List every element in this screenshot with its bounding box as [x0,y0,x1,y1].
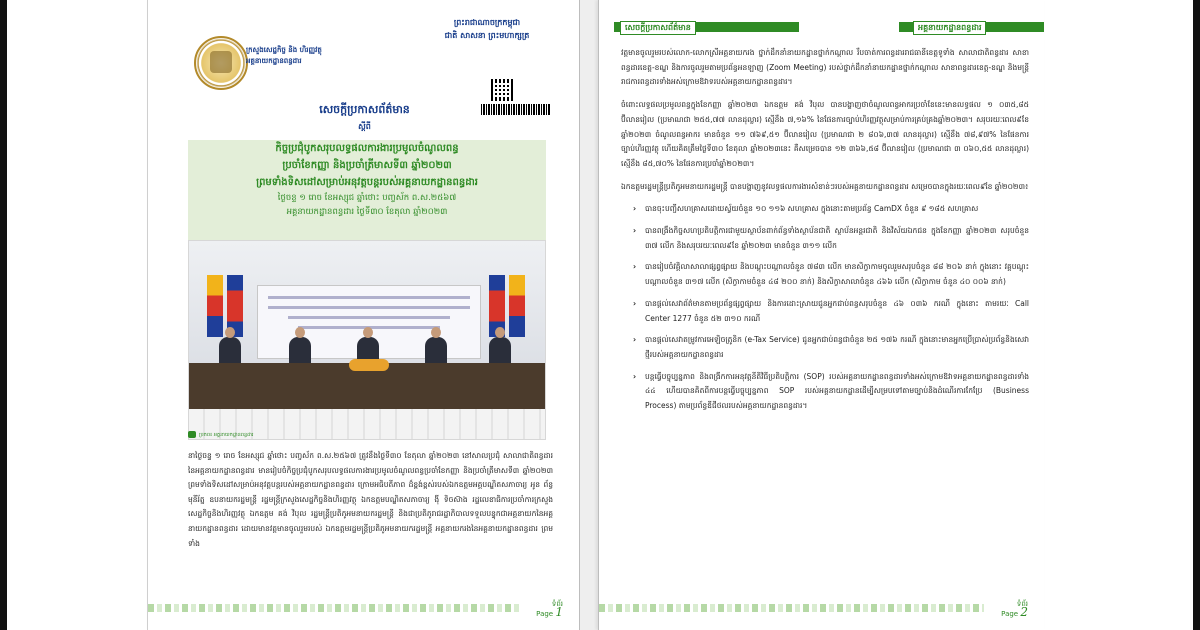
body-paragraph: នាថ្ងៃចន្ទ ១ រោច ខែអស្សុជ ឆ្នាំថោះ បញ្ចស័ក ព.ស.២៥៦៧ ត្រូវនឹងថ្ងៃទី៣០ ខែតុលា ឆ្នាំ២០២៣ នៅសាលប្រជុំ សាលាជាតិពន្ធដារ នៃអគ្គនាយកដ្ឋានពន្ធដារ មានរៀបចំកិច្ចប្រជុំបូកសរុបលទ្ធផលការងារប្រមូលចំណូលពន្ធប្រចាំខែកញ្ញា និងប្រចាំត្រីមាសទី៣ ឆ្នាំ២០២៣ ព្រមទាំងទិសដៅសម្រាប់អនុវត្តបន្តរបស់អគ្គនាយកដ្ឋានពន្ធដារ ក្រោមអធិបតីភាព ដ៏ខ្ពង់ខ្ពស់របស់ឯកឧត្តមអគ្គបណ្ឌិតសភាចារ្យ អូន ព័ន្ធមុនីរ័ត្ន ឧបនាយករដ្ឋមន្ត្រី រដ្ឋមន្ត្រីក្រសួងសេដ្ឋកិច្ចនិងហិរញ្ញវត្ថុ ឯកឧត្តមបណ្ឌិតសភាចារ្យ ង៉ី ទិចស៊ាង រដ្ឋលេខាធិការប្រចាំការក្រសួងសេដ្ឋកិច្ចនិងហិរញ្ញវត្ថុ ឯកឧត្តម គង់ វិបុល រដ្ឋមន្ត្រីប្រតិភូអមនាយករដ្ឋមន្ត្រី និងជាប្រតិភូរាជរដ្ឋាភិបាលទទួលបន្ទុកជាអគ្គនាយកនៃអគ្គនាយកដ្ឋានពន្ធដារ ដោយមានវត្តមានចូលរួមរបស់ ឯកឧត្តមរដ្ឋមន្ត្រីប្រតិភូអមនាយករដ្ឋមន្ត្រី អគ្គនាយករងនៃអគ្គនាយកដ្ឋានពន្ធដារ ព្រមទាំង [188,451,553,548]
page-number-value: 2 [1020,605,1028,619]
header-right-label: អគ្គនាយកដ្ឋានពន្ធដារ [913,21,986,35]
list-item: › បានពង្រឹងកិច្ចសហប្រតិបត្តិការជាមួយស្ថាប័នពាក់ព័ន្ធទាំងស្ថាប័នជាតិ ស្ថាប័នអន្តរជាតិ និងវិស័យឯកជន ក្នុងខែកញ្ញា ឆ្នាំ២០២៣ សរុបចំនួន ៣៧ លើក និងសរុបរយៈពេល៩ខែ ឆ្នាំ២០២៣ មានចំនួន ៣១១ លើក [621,224,1029,253]
page-number [536,600,563,618]
header-bar-right [899,22,1044,32]
ministry-name [246,45,322,67]
flag-icon [207,275,223,337]
date-line-1: ថ្ងៃចន្ទ ១ រោច ខែអស្សុជ ឆ្នាំថោះ បញ្ចស័ក ព.ស.២៥៦៧ [277,193,457,203]
photo-caption [188,430,546,440]
kingdom-line-2: ជាតិ សាសនា ព្រះមហាក្សត្រ [444,31,530,40]
press-release-title: សេចក្តីប្រកាសព័ត៌មាន [319,103,410,116]
headline-line-3: ព្រមទាំងទិសដៅសម្រាប់អនុវត្តបន្តរបស់អគ្គនាយកដ្ឋានពន្ធដារ [256,177,478,188]
left-edge [0,0,7,630]
photo-caption-text: ប្រភព៖ អគ្គនាយកដ្ឋានពន្ធដារ [199,432,254,438]
paragraph-results-intro: ឯកឧត្តមរដ្ឋមន្ត្រីប្រតិភូអមនាយករដ្ឋមន្ត្រី បានបង្ហាញនូវលទ្ធផលការងារសំខាន់ៗរបស់អគ្គនាយកដ្ឋានពន្ធដារ សម្រេចបានក្នុងរយៈពេល៩ខែ ឆ្នាំ២០២៣៖ [621,181,1029,191]
footer-pattern [148,604,519,612]
page-label-en: Page [536,610,554,618]
page-footer [599,600,1044,619]
paragraph-revenue: ចំពោះលទ្ធផលប្រមូលពន្ធក្នុងខែកញ្ញា ឆ្នាំ២០២៣ ឯកឧត្តម គង់ វិបុល បានបង្ហាញថាចំណូលពន្ធអាករប្រចាំខែនេះមានលទ្ធផល ១ ០៣៥,៨៥ ប៊ីលានរៀល (ប្រមាណជា ២៥៥,៧៧ លានដុល្លារ) ស្មើនឹង ៧,១៦% នៃផែនការច្បាប់ហិរញ្ញវត្ថុសម្រាប់ការគ្រប់គ្រងឆ្នាំ២០២៣។ សរុបរយៈពេល៩ខែ ឆ្នាំ២០២៣ ចំណូលពន្ធអាករ មានចំនួន ១១ ៧៦៩,៥១ ប៊ីលានរៀល (ប្រមាណជា ២ ៨០៦,៣៧ លានដុល្លារ) ស្មើនឹង ៧៨,៩៧% នៃផែនការច្បាប់ហិរញ្ញវត្ថុ ហើយគិតត្រឹមថ្ងៃទី៣០ ខែតុលា ឆ្នាំ២០២៣នេះ គឺសម្រេចបាន ១២ ៣៦៦,៥៨ ប៊ីលានរៀល (ប្រមាណជា ៣ ០៦០,៥៥ លានដុល្លារ) ស្មើនឹង ៨៥,៧០% នៃផែនការប្រចាំឆ្នាំ២០២៣។ [621,100,1029,168]
footer-pattern [599,604,984,612]
kingdom-line-1: ព្រះរាជាណាចក្រកម្ពុជា [453,18,521,27]
page-footer [148,600,579,619]
document-page-2 [598,0,1044,630]
page-gap [580,0,598,630]
headline-line-1: កិច្ចប្រជុំបូកសរុបលទ្ធផលការងារប្រមូលចំណូលពន្ធ [275,143,459,154]
page-label-kh: ទំព័រ [551,600,563,608]
header-bar-left [614,22,799,32]
list-item: › បានផ្តល់សេវាតម្រូវការអេឡិចត្រូនិក (e-Tax Service) ជូនអ្នកជាប់ពន្ធជាចំនួន ២៥ ១៧៦ ករណី ក្នុងនោះមានអ្នកប្រើប្រាស់ប្រព័ន្ធនិងសេវាថ្មីរបស់អគ្គនាយកដ្ឋានពន្ធដារ [621,333,1029,362]
ministry-logo-icon [194,36,248,90]
ministry-line-1: ក្រសួងសេដ្ឋកិច្ច និង ហិរញ្ញវត្ថុ [246,46,322,54]
paragraph-attendance: វត្តមានចូលរួមរបស់លោក-លោកស្រីអគ្គនាយករង ថ្នាក់ដឹកនាំនាយកដ្ឋានថ្នាក់កណ្តាល រឹបចាត់ការពន្ធដាររាជធានីខេត្តទូទាំង សាលាជាតិពន្ធដារ សាខាពន្ធដារខេត្ត-ខណ្ឌ និងការចូលរួមតាមប្រព័ន្ធអនឡាញ (Zoom Meeting) របស់ថ្នាក់ដឹកនាំនាយកដ្ឋានថ្នាក់កណ្តាល សាខាពន្ធដារខេត្ត-ខណ្ឌ និងមន្ត្រីរាជការពន្ធដារទាំងអស់ក្រោមឱវាទរបស់អគ្គនាយកដ្ឋានពន្ធដារ។ [621,48,1029,87]
meeting-photo [188,240,546,440]
headline-line-2: ប្រចាំខែកញ្ញា និងប្រចាំត្រីមាសទី៣ ឆ្នាំ២០២៣ [282,160,452,171]
kingdom-motto [432,16,542,42]
page-number [1001,600,1028,618]
qr-code-icon [491,79,513,101]
date-line-2: អគ្គនាយកដ្ឋានពន្ធដារ ថ្ងៃទី៣០ ខែតុលា ឆ្នាំ២០២៣ [286,207,448,217]
page-number-value: 1 [555,605,563,619]
right-edge [1193,0,1200,630]
document-page-1 [147,0,580,630]
flower-arrangement [349,359,389,371]
camera-icon [188,431,196,438]
page-label-kh: ទំព័រ [1016,600,1028,608]
list-item: › បន្តធ្វើបច្ចុប្បន្នភាព និងពង្រីកការអនុវត្តនីតិវិធីប្រតិបត្តិការ (SOP) របស់អគ្គនាយកដ្ឋានពន្ធដារទាំងអស់ក្រោមឱវាទអគ្គនាយកដ្ឋានពន្ធដារទាំង ៤៤ ហើយបានគិតពីការបន្តធ្វើបច្ចុប្បន្នភាព SOP របស់អគ្គនាយកដ្ឋានដើម្បីសម្របទៅតាមច្បាប់និងដំណើរការកែប្រែ (Business Process) តាមប្រព័ន្ធឌីជីថលរបស់អគ្គនាយកដ្ឋានពន្ធដារ។ [621,370,1029,414]
list-item: › បានចុះបញ្ជីសហគ្រាសដោយស្វ័យចំនួន ១០ ១១៦ សហគ្រាស ក្នុងនោះតាមប្រព័ន្ធ CamDX ចំនួន ៩ ១៨៥ សហគ្រាស [621,202,1029,217]
list-item: › បានរៀបចំវគ្គិលាសាលាផ្សព្វផ្សាយ និងបណ្តុះបណ្តាលចំនួន ៧៨៣ លើក មានសិក្ខាកាមចូលរួមសរុបចំនួន ៨៨ ២០៦ នាក់ ក្នុងនោះ វគ្គបណ្តុះបណ្តាលចំនួន ៣១៧ លើក (សិក្ខាកាមចំនួន ៤៨ ២០០ នាក់) និងសិក្ខាសាលាចំនួន ៤៦៦ លើក (សិក្ខាកាម ចំនួន ៤០ ០០៦ នាក់) [621,260,1029,289]
ministry-line-2: អគ្គនាយកដ្ឋានពន្ធដារ [246,57,302,65]
header-left-label: សេចក្តីប្រកាសព័ត៌មាន [620,21,696,35]
flag-icon [509,275,525,337]
headline-banner [188,140,546,240]
page-label-en: Page [1001,610,1019,618]
page2-body [621,46,1029,421]
results-list [621,202,1029,413]
list-item: › បានផ្តល់សេវាព័ត៌មានតាមប្រព័ន្ធផ្សព្វផ្សាយ និងការដោះស្រាយជូនអ្នកជាប់ពន្ធសរុបចំនួន ៤៦ ០៣៦ ករណី ក្នុងនោះ តាមរយៈ Call Center 1277 ចំនួន ៥២ ៣១០ ករណី [621,297,1029,326]
about-label: ស្តីពី [358,122,371,131]
